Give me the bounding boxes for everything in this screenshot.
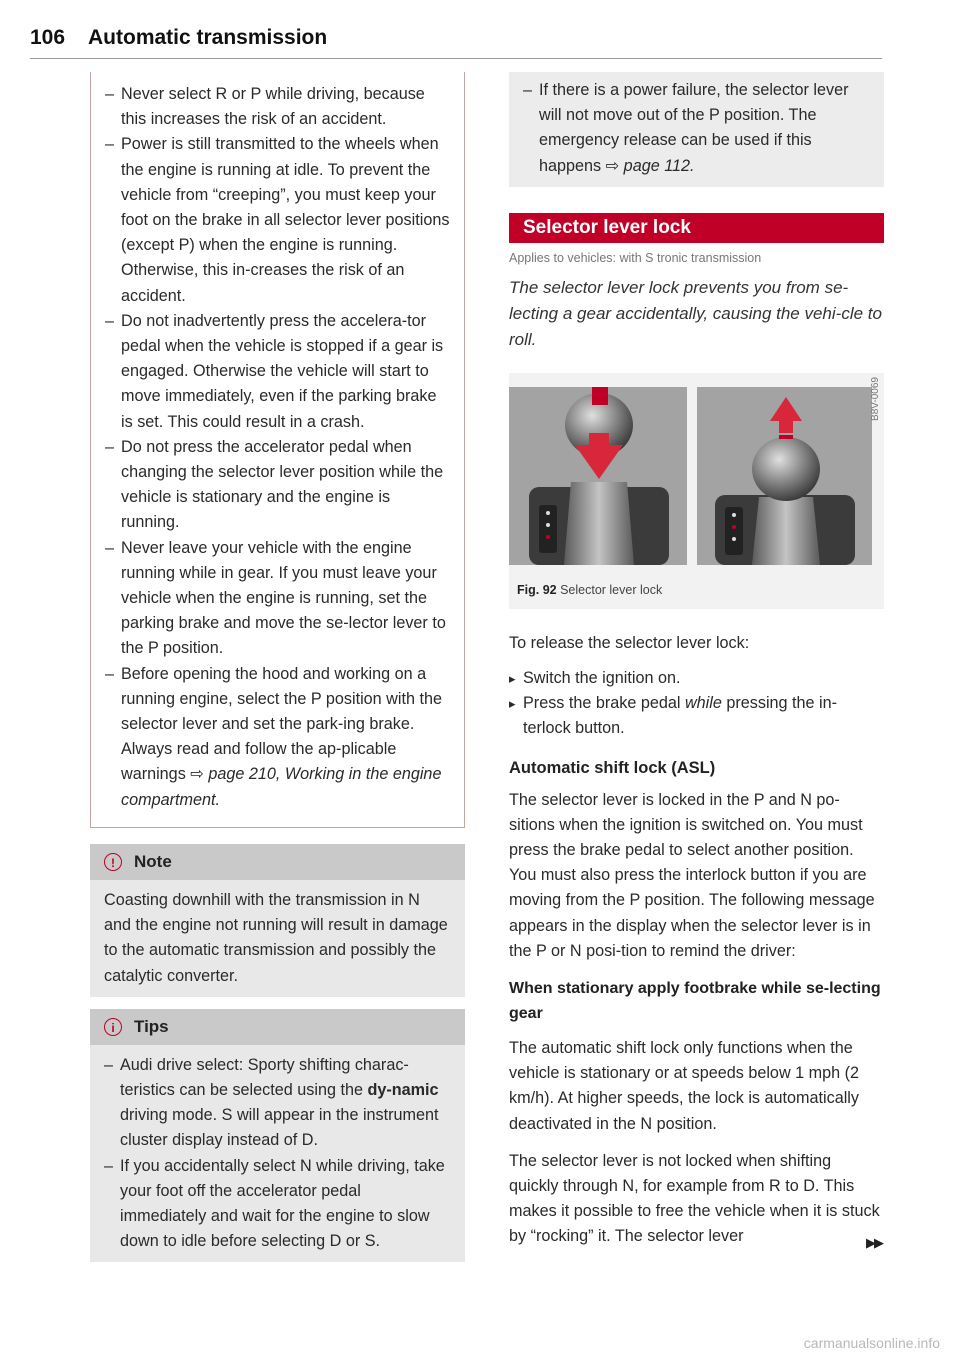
tips-list — [104, 1053, 451, 1255]
page-header — [30, 22, 882, 59]
selector-lever-illustration-left — [509, 387, 687, 565]
figure-caption — [517, 583, 662, 597]
warning-item: – Never leave your vehicle with the engine running while in gear. If you must leave your vehicle when the engine is running, set the parking brake and move the se-lector lever to the P position. — [105, 536, 450, 662]
gear-lever-down-icon — [509, 387, 687, 565]
info-icon: i — [104, 1018, 122, 1036]
page-reference-link[interactable]: ⇨ page 210, Working in the engine compartment. — [121, 765, 442, 809]
warning-item: – If there is a power failure, the selector lever will not move out of the P position. The emergency release can be used if this happens ⇨ page 112. — [523, 78, 870, 179]
figure-92 — [509, 373, 884, 609]
warning-item: – Before opening the hood and working on a running engine, select the P position with the selector lever and set the park-ing brake. Always read and follow the ap-plicable warnings ⇨ page 210, Working in the engine compartment. — [105, 662, 450, 813]
continued-box — [509, 72, 884, 187]
figure-caption-text: Selector lever lock — [560, 582, 663, 597]
tips-title: Tips — [134, 1016, 169, 1036]
note-body: Coasting downhill with the transmission in N and the engine not running will result in damage to the automatic transmission and possibly the catalytic converter. — [90, 880, 465, 997]
warning-box — [90, 72, 465, 828]
page-reference-link[interactable]: ⇨ page 112. — [605, 156, 695, 175]
section-title: Selector lever lock — [509, 213, 884, 243]
page-number: 106 — [30, 26, 66, 49]
continue-arrow-icon: ▶▶ — [866, 1235, 882, 1250]
warning-item: – Never select R or P while driving, because this increases the risk of an accident. — [105, 82, 450, 132]
asl-paragraph: The selector lever is not locked when shifting quickly through N, for example from R to D. This makes it possible to free the vehicle when it is stuck by “rocking” it. The selector lever — [509, 1151, 880, 1246]
note-header — [90, 844, 465, 880]
asl-paragraph: The automatic shift lock only functions when the vehicle is stationary or at speeds below 1 mph (2 km/h). At higher speeds, the lock is automatically deactivated in the N position. — [509, 1039, 860, 1133]
tips-header — [90, 1009, 465, 1045]
figure-code: B8V-0069 — [870, 376, 881, 421]
asl-heading: Automatic shift lock (ASL) — [509, 758, 716, 777]
warning-item: – Power is still transmitted to the wheels when the engine is running at idle. To prevent the vehicle from “creeping”, you must keep your foot on the brake in all selector lever positions (except P) when the engine is running. Otherwise, this in-creases the risk of an accident. — [105, 132, 450, 308]
tip-item: – If you accidentally select N while driving, take your foot off the accelerator pedal immediately and wait for the engine to slow down to idle before selecting D or S. — [104, 1154, 451, 1255]
selector-lever-illustration-right — [697, 387, 872, 565]
gear-lever-up-icon — [697, 387, 872, 565]
step-item: ▸ Switch the ignition on. — [509, 666, 884, 691]
applies-to: Applies to vehicles: with S tronic transmission — [509, 250, 762, 265]
watermark: carmanualsonline.info — [803, 1335, 940, 1351]
step-item: ▸ Press the brake pedal while pressing the in-terlock button. — [509, 691, 884, 741]
tips-body — [90, 1045, 465, 1263]
display-message: When stationary apply footbrake while se-lecting gear — [509, 980, 881, 1023]
warning-item: – Do not inadvertently press the accelera-tor pedal when the vehicle is stopped if a gear is engaged. Otherwise the vehicle will start to move immediately, even if the parking brake is set. This could result in a crash. — [105, 309, 450, 435]
warning-item: – Do not press the accelerator pedal when changing the selector lever position while the vehicle is stationary and the engine is running. — [105, 435, 450, 536]
chapter-title: Automatic transmission — [88, 26, 328, 49]
right-column — [509, 72, 884, 1250]
release-steps — [509, 666, 884, 742]
caution-icon: ! — [104, 853, 122, 871]
release-intro: To release the selector lever lock: — [509, 633, 750, 652]
asl-paragraph: The selector lever is locked in the P and N po-sitions when the ignition is switched on. You must press the brake pedal to select another position. You must also press the interlock button if you are moving from the P position. The following message appears in the display when the selector lever is in the P or N posi-tion to remind the driver: — [509, 790, 875, 960]
warning-list — [105, 82, 450, 813]
figure-label: Fig. 92 — [517, 582, 557, 597]
tip-item: – Audi drive select: Sporty shifting charac-teristics can be selected using the dy-namic driving mode. S will appear in the instrument cluster display instead of D. — [104, 1053, 451, 1154]
note-title: Note — [134, 851, 172, 871]
left-column — [90, 72, 465, 1262]
section-intro: The selector lever lock prevents you from se-lecting a gear accidentally, causing the vehi-cle to roll. — [509, 277, 882, 349]
